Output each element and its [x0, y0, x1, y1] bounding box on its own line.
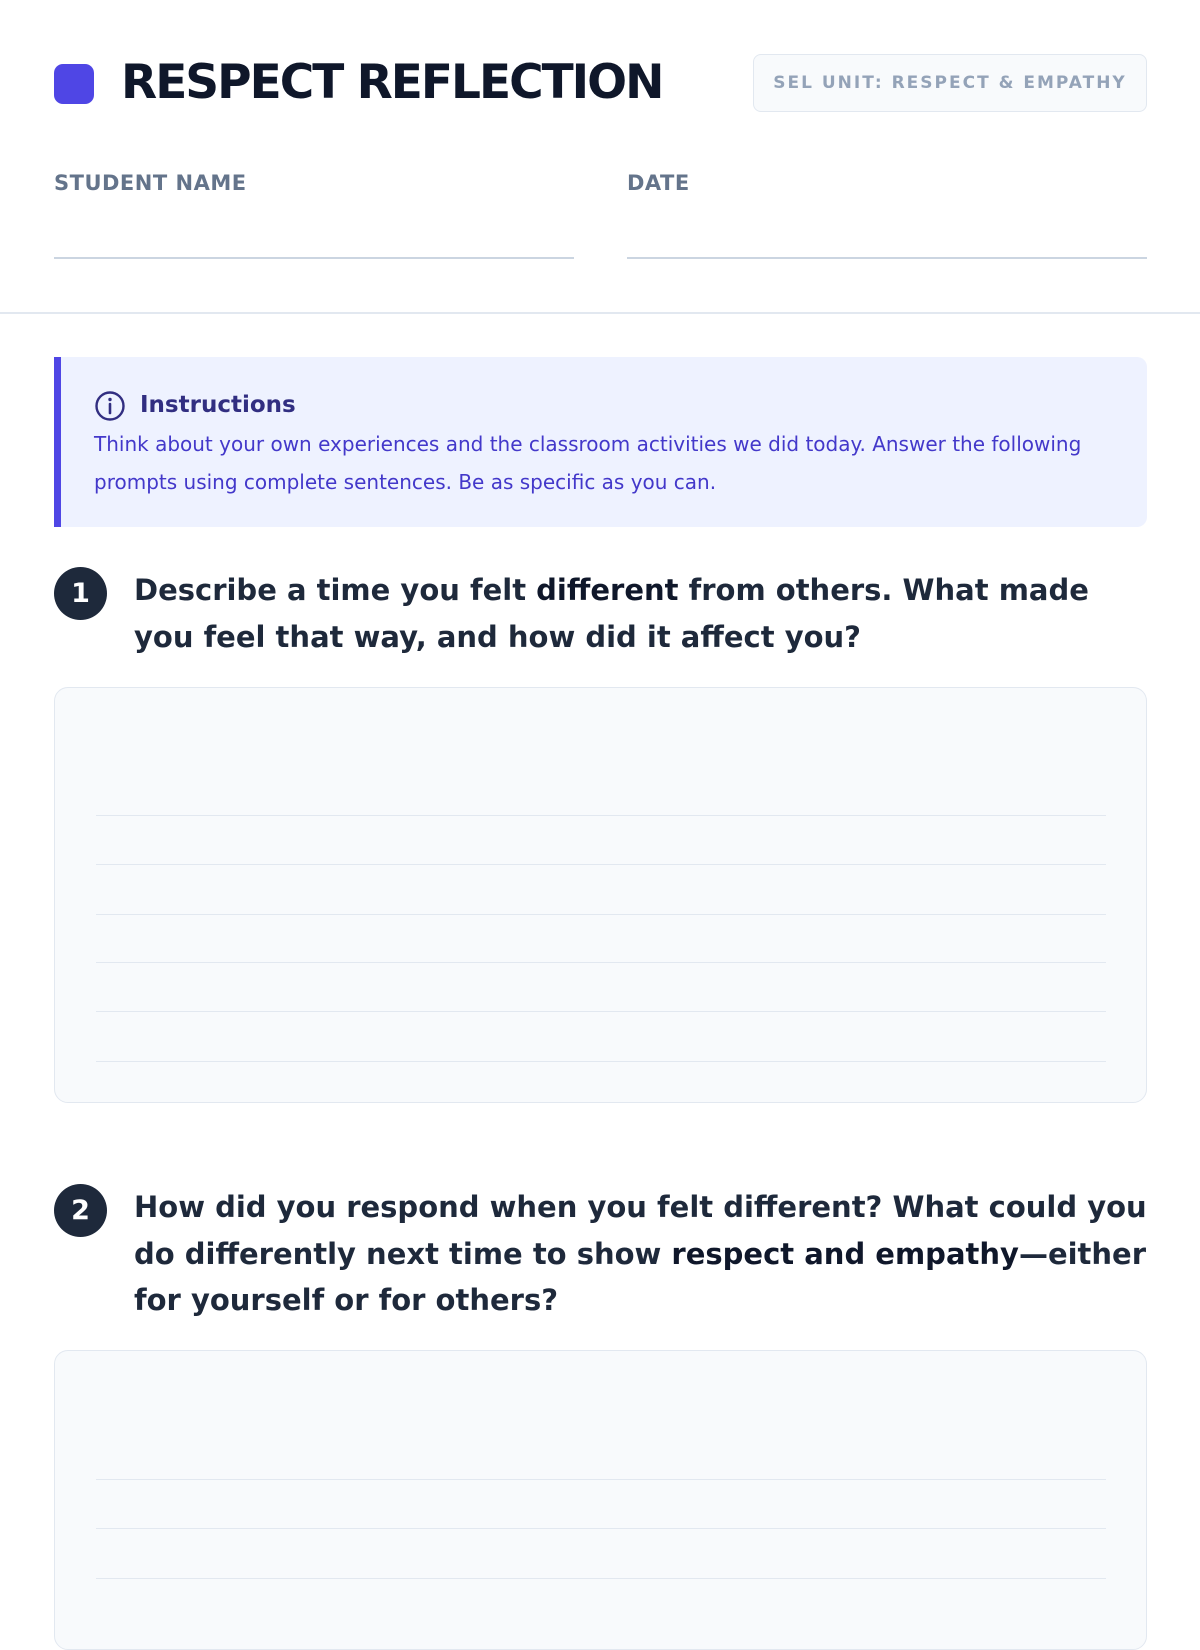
question-emphasis: respect and empathy — [671, 1236, 1019, 1271]
writing-line — [96, 1578, 1106, 1579]
question-text: How did you respond when you felt different? What could you do differently next time to show — [134, 1190, 1147, 1271]
writing-line — [96, 1011, 1106, 1012]
writing-line — [96, 1479, 1106, 1480]
question-number-badge: 1 — [54, 567, 107, 620]
question-text: —either for yourself or for others? — [134, 1236, 1147, 1317]
unit-badge: SEL UNIT: RESPECT & EMPATHY — [753, 54, 1147, 112]
question-1-prompt — [134, 567, 1154, 660]
question-emphasis: different — [536, 573, 679, 607]
question-1-answer-box[interactable] — [54, 687, 1147, 1103]
question-text: Describe a time you felt — [134, 573, 537, 607]
writing-line — [96, 914, 1106, 915]
writing-line — [96, 815, 1106, 816]
writing-line — [96, 1061, 1106, 1062]
question-number-badge: 2 — [54, 1184, 107, 1237]
writing-line — [96, 1528, 1106, 1529]
student-name-label: STUDENT NAME — [54, 171, 247, 195]
date-label: DATE — [627, 171, 690, 195]
writing-line — [96, 864, 1106, 865]
question-2-answer-box[interactable] — [54, 1350, 1147, 1650]
date-field[interactable] — [627, 257, 1147, 259]
instructions-body: Think about your own experiences and the classroom activities we did today. Answer the following prompts using complete sentences. Be as specific as you can. — [94, 432, 1082, 494]
page-title: RESPECT REFLECTION — [121, 55, 663, 110]
info-icon — [94, 390, 126, 422]
instructions-panel — [54, 357, 1147, 527]
student-name-field[interactable] — [54, 257, 574, 259]
question-text: from others. What made you feel that way, and how did it affect you? — [134, 573, 1089, 654]
worksheet-header — [0, 0, 1200, 314]
writing-line — [96, 962, 1106, 963]
brand-square-icon — [54, 64, 94, 104]
instructions-title: Instructions — [140, 392, 296, 418]
question-2-prompt — [134, 1184, 1154, 1324]
